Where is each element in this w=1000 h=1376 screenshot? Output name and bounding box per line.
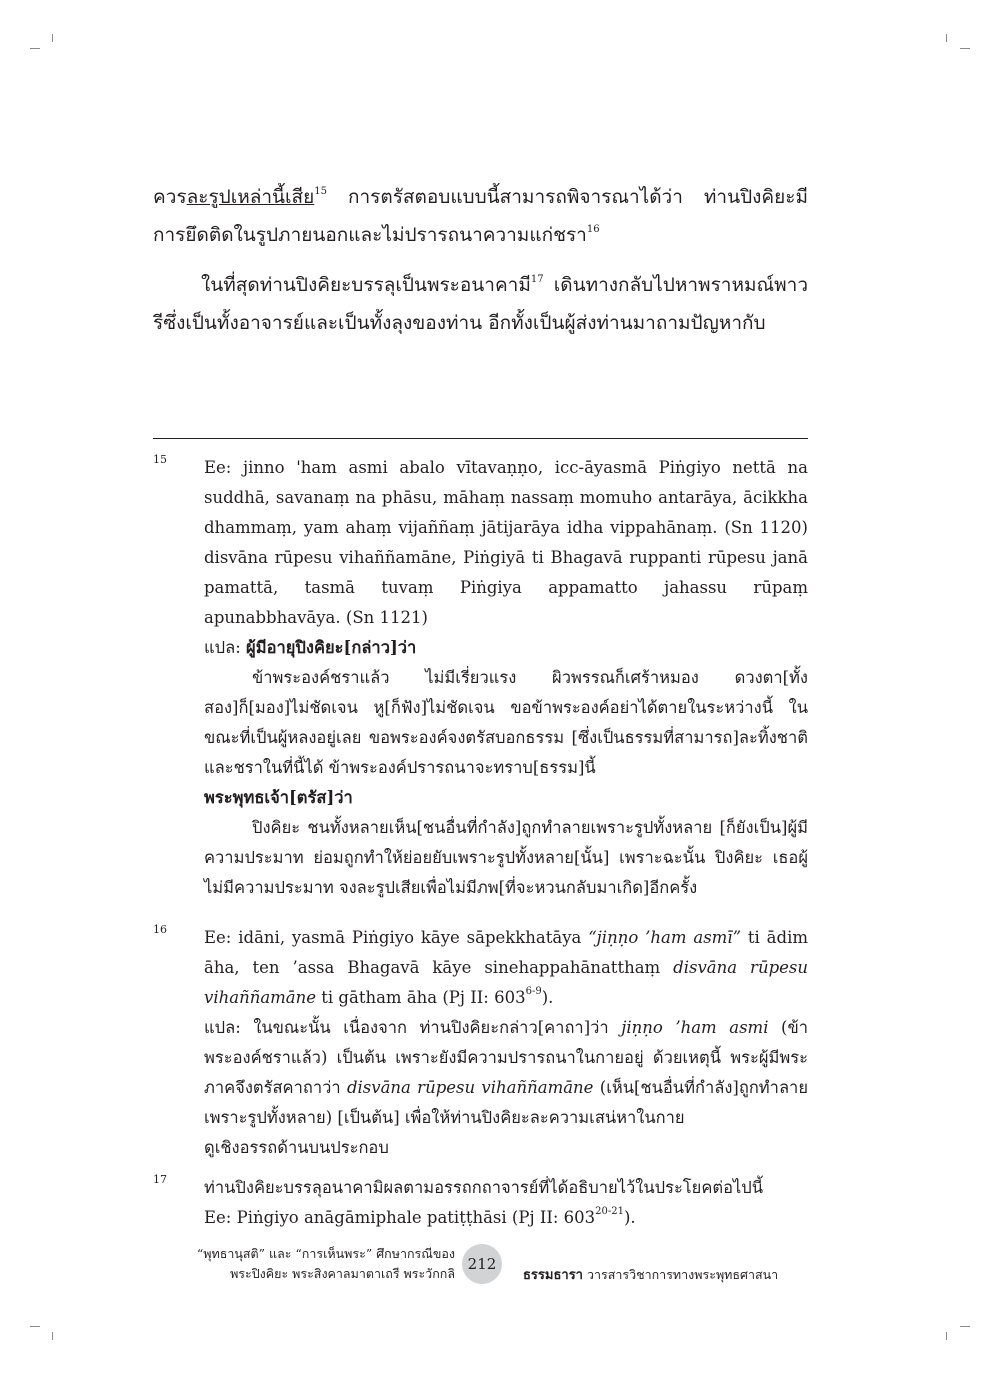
article-title-line: พระปิงคิยะ พระสิงคาลมาตาเถรี พระวักกลิ (230, 1266, 455, 1281)
text: Ee: Piṅgiyo anāgāmiphale patiṭṭhāsi (Pj II: 603 (204, 1208, 596, 1227)
paragraph (153, 266, 808, 342)
footnote-ref[interactable]: 17 (530, 274, 544, 285)
crop-mark (960, 48, 970, 49)
italic-text: disvāna rūpesu vihaññamāne (204, 958, 808, 1007)
page-number: 212 (462, 1244, 502, 1284)
italic-text: “jiṇṇo ’ham asmī” (588, 928, 742, 947)
underlined-text: ละรูปเหล่านี้เสีย (186, 186, 315, 208)
text: ในที่สุดท่านปิงคิยะบรรลุเป็นพระอนาคามี (201, 274, 531, 296)
translation-text: ข้าพระองค์ชราแล้ว ไม่มีเรี่ยวแรง ผิวพรรณก็เศร้าหมอง ดวงตา[ทั้งสอง]ก็[มอง]ไม่ชัดเจน หู[ก็ฟัง]ไม่ชัดเจน ขอข้าพระองค์อย่าได้ตายในระหว่างนี้ ในขณะที่เป็นผู้หลงอยู่เลย ขอพระองค์จงตรัสบอกธรรม [ซึ่งเป็นธรรมที่สามารถ]ละทิ้งชาติและชราในที่นี้ได้ ข้าพระองค์ปรารถนาจะทราบ[ธรรม]นี้ (204, 668, 808, 777)
text: แปล: (204, 638, 247, 657)
text: ). (541, 988, 554, 1007)
text: แปล: ในขณะนั้น เนื่องจาก ท่านปิงคิยะกล่าว[คาถา]ว่า (204, 1018, 622, 1037)
footnote-divider (153, 438, 808, 439)
text: Ee: idāni, yasmā Piṅgiyo kāye sāpekkhatāya (204, 928, 589, 947)
translation-label (204, 633, 808, 663)
page-footer (0, 1236, 1000, 1296)
footnote-ref[interactable]: 15 (314, 186, 327, 197)
footnote-15 (153, 453, 808, 903)
footnote-17 (153, 1173, 808, 1233)
translation-text: ท่านปิงคิยะบรรลุอนาคามิผลตามอรรถกถาจารย์ที่ได้อธิบายไว้ในประโยคต่อไปนี้ (204, 1178, 764, 1197)
body-text (153, 178, 808, 342)
journal-name (523, 1264, 778, 1285)
speaker-heading: ผู้มีอายุปิงคิยะ[กล่าว]ว่า (246, 638, 417, 657)
text: (เห็น[ชนอื่นที่กำลัง]ถูกทำลายเพราะรูปทั้งหลาย) [เป็นต้น] เพื่อให้ท่านปิงคิยะละความเสน่หาในกาย (204, 1078, 808, 1127)
italic-text: jiṇṇo ’ham asmi (621, 1018, 769, 1037)
footnote-number: 17 (153, 1173, 167, 1186)
footnote-ref[interactable]: 16 (586, 224, 600, 235)
crop-mark (946, 34, 947, 42)
footnote-16 (153, 923, 808, 1163)
article-title-line: “พุทธานุสติ” และ “การเห็นพระ” ศึกษากรณีของ (196, 1246, 455, 1261)
footnote-number: 15 (153, 453, 167, 466)
text: ควร (153, 186, 187, 208)
crop-mark (946, 1332, 947, 1340)
superscript: 20-21 (595, 1206, 624, 1217)
text: ). (623, 1208, 636, 1227)
text: ti gātham āha (Pj II: 603 (316, 988, 526, 1007)
pali-text: Ee: jinno 'ham asmi abalo vītavaṇṇo, icc-āyasmā Piṅgiyo nettā na suddhā, savanaṃ na phāsu, māhaṃ nassaṃ momuho antarāya, ācikkha dhammaṃ, yam ahaṃ vijaññaṃ jātijarāya idha vippahānaṃ. (Sn 1120) (204, 458, 808, 537)
crop-mark (960, 1326, 970, 1327)
translation-text (204, 1013, 808, 1133)
footnote-number: 16 (153, 923, 167, 936)
pali-text (204, 1203, 808, 1233)
article-title (197, 1244, 455, 1284)
translation-text: ปิงคิยะ ชนทั้งหลายเห็น[ชนอื่นที่กำลัง]ถูกทำลายเพราะรูปทั้งหลาย [ก็ยังเป็น]ผู้มีความประมาท ย่อมถูกทำให้ย่อยยับเพราะรูปทั้งหลาย[นั้น] เพราะฉะนั้น ปิงคิยะ เธอผู้ไม่มีความประมาท จงละรูปเสียเพื่อไม่มีภพ[ที่จะหวนกลับมาเกิด]อีกครั้ง (204, 818, 808, 897)
crop-mark (52, 1332, 53, 1340)
pali-text (204, 923, 808, 1013)
journal-subtitle: วารสารวิชาการทางพระพุทธศาสนา (583, 1267, 779, 1282)
italic-text: disvāna rūpesu vihaññamāne (346, 1078, 594, 1097)
crop-mark (30, 48, 40, 49)
crop-mark (30, 1326, 40, 1327)
superscript: 6-9 (525, 986, 542, 997)
see-also-note: ดูเชิงอรรถด้านบนประกอบ (204, 1138, 389, 1157)
crop-mark (52, 34, 53, 42)
text: การตรัสตอบแบบนี้สามารถพิจารณาได้ว่า ท่านปิงคิยะมีการยึดติดในรูปภายนอกและไม่ปรารถนาความแก่ชรา (153, 186, 808, 246)
speaker-heading: พระพุทธเจ้า[ตรัส]ว่า (204, 788, 353, 807)
text: เดินทางกลับไปหาพราหมณ์พาวรีซึ่งเป็นทั้งอาจารย์และเป็นทั้งลุงของท่าน อีกทั้งเป็นผู้ส่งท่านมาถามปัญหากับ (153, 274, 808, 334)
text: (ข้าพระองค์ชราแล้ว) เป็นต้น เพราะยังมีความปรารถนาในกายอยู่ ด้วยเหตุนี้ พระผู้มีพระภาคจึงตรัสคาถาว่า (204, 1018, 808, 1097)
text: ti ādim āha, ten ’assa Bhagavā kāye sinehappahānatthaṃ (204, 928, 808, 977)
journal-title: ธรรมธารา (523, 1268, 583, 1283)
paragraph (153, 178, 808, 254)
pali-text: disvāna rūpesu vihaññamāne, Piṅgiyā ti Bhagavā ruppanti rūpesu janā pamattā, tasmā tuvaṃ Piṅgiya appamatto jahassu rūpaṃ apunabbhavāya. (Sn 1121) (204, 548, 808, 627)
